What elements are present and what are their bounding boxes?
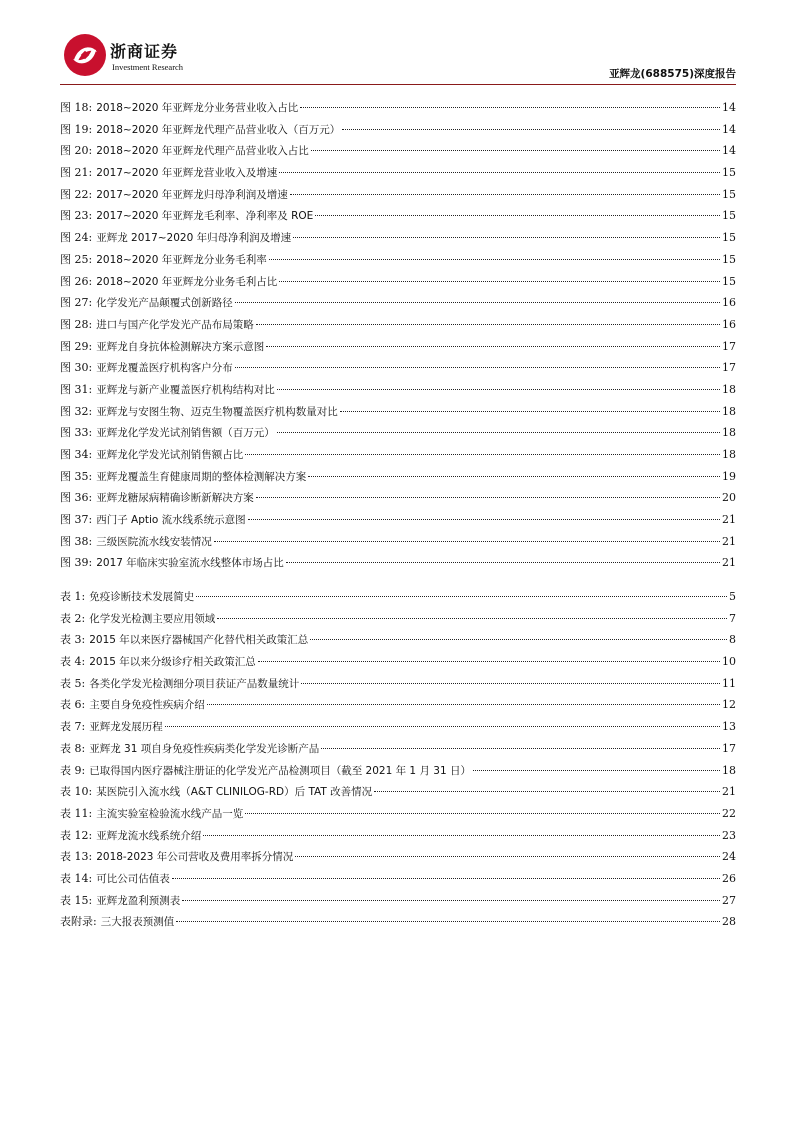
entry-title: 化学发光产品颠覆式创新路径 — [96, 297, 233, 310]
dot-leader — [301, 683, 720, 684]
entry-title: 已取得国内医疗器械注册证的化学发光产品检测项目（截至 2021 年 1 月 31 日） — [89, 764, 471, 777]
entry-label: 表 13: — [60, 850, 93, 864]
figure-entry[interactable] — [60, 552, 736, 574]
entry-title: 2015 年以来分级诊疗相关政策汇总 — [89, 656, 256, 669]
entry-label: 表 3: — [60, 633, 86, 647]
entry-label: 表 9: — [60, 763, 86, 777]
header-divider — [60, 84, 736, 85]
dot-leader — [295, 856, 720, 857]
dot-leader — [214, 541, 720, 542]
entry-title: 亚辉龙自身抗体检测解决方案示意图 — [96, 340, 265, 353]
entry-title: 亚辉龙与安图生物、迈克生物覆盖医疗机构数量对比 — [96, 405, 338, 418]
dot-leader — [342, 129, 720, 130]
table-entry[interactable] — [60, 716, 736, 738]
entry-label: 图 36: — [60, 491, 93, 505]
entry-title: 亚辉龙 31 项自身免疫性疾病类化学发光诊断产品 — [89, 742, 320, 755]
entry-label: 图 30: — [60, 361, 93, 375]
figure-entry[interactable] — [60, 271, 736, 293]
figure-entry[interactable] — [60, 119, 736, 141]
dot-leader — [277, 389, 720, 390]
table-entry[interactable] — [60, 890, 736, 912]
entry-page-number: 15 — [722, 209, 736, 223]
dot-leader — [374, 791, 720, 792]
dot-leader — [172, 878, 720, 879]
entry-label: 表 14: — [60, 871, 93, 885]
entry-title: 进口与国产化学发光产品布局策略 — [96, 318, 254, 331]
entry-page-number: 27 — [722, 893, 736, 907]
entry-label: 表 12: — [60, 828, 93, 842]
dot-leader — [279, 281, 720, 282]
entry-title: 三大报表预测值 — [100, 916, 175, 929]
figure-entry[interactable] — [60, 509, 736, 531]
dot-leader — [258, 661, 720, 662]
entry-label: 图 26: — [60, 274, 93, 288]
dot-leader — [207, 704, 720, 705]
table-entry[interactable] — [60, 825, 736, 847]
entry-label: 图 19: — [60, 122, 93, 136]
entry-title: 三级医院流水线安装情况 — [96, 535, 212, 548]
entry-title: 2018~2020 年亚辉龙分业务毛利占比 — [96, 275, 278, 288]
entry-page-number: 20 — [722, 491, 736, 505]
entry-label: 表 8: — [60, 741, 86, 755]
dot-leader — [269, 259, 720, 260]
entry-page-number: 8 — [729, 633, 736, 647]
entry-page-number: 18 — [722, 448, 736, 461]
entry-label: 表 7: — [60, 720, 86, 734]
figure-entry[interactable] — [60, 162, 736, 184]
dot-leader — [256, 324, 720, 325]
entry-page-number: 17 — [722, 361, 736, 375]
entry-page-number: 24 — [722, 850, 736, 864]
entry-page-number: 15 — [722, 252, 736, 266]
entry-label: 图 39: — [60, 556, 93, 570]
dot-leader — [182, 900, 720, 901]
entry-page-number: 21 — [722, 513, 736, 527]
figure-entry[interactable] — [60, 531, 736, 553]
table-entry[interactable] — [60, 608, 736, 630]
entry-title: 各类化学发光检测细分项目获证产品数量统计 — [89, 677, 300, 690]
dot-leader — [286, 562, 720, 563]
dot-leader — [279, 172, 720, 173]
entry-label: 表 5: — [60, 676, 86, 690]
dot-leader — [266, 346, 720, 347]
dot-leader — [248, 519, 720, 520]
entry-title: 亚辉龙覆盖医疗机构客户分布 — [96, 362, 233, 375]
table-index — [60, 586, 736, 933]
dot-leader — [235, 367, 720, 368]
entry-page-number: 5 — [729, 590, 736, 603]
entry-title: 2017 年临床实验室流水线整体市场占比 — [96, 557, 284, 570]
table-entry[interactable] — [60, 760, 736, 782]
entry-label: 图 20: — [60, 144, 93, 158]
entry-label: 表 6: — [60, 698, 86, 712]
entry-page-number: 26 — [722, 871, 736, 885]
entry-page-number: 22 — [722, 806, 736, 820]
entry-page-number: 16 — [722, 296, 736, 310]
entry-label: 图 38: — [60, 534, 93, 548]
dot-leader — [277, 432, 720, 433]
entry-page-number: 17 — [722, 339, 736, 353]
entry-title: 2018~2020 年亚辉龙分业务毛利率 — [96, 253, 267, 266]
entry-page-number: 15 — [722, 166, 736, 180]
table-entry[interactable] — [60, 694, 736, 716]
dot-leader — [300, 107, 720, 108]
entry-title: 主要自身免疫性疾病介绍 — [89, 699, 205, 712]
entry-label: 图 25: — [60, 252, 93, 266]
report-title: 亚辉龙(688575)深度报告 — [609, 68, 736, 80]
entry-label: 图 37: — [60, 513, 93, 527]
table-entry[interactable] — [60, 673, 736, 695]
entry-title: 2018~2020 年亚辉龙代理产品营业收入（百万元） — [96, 123, 341, 136]
figure-entry[interactable] — [60, 466, 736, 488]
dot-leader — [245, 813, 720, 814]
figure-entry[interactable] — [60, 487, 736, 509]
figure-entry[interactable] — [60, 140, 736, 162]
dot-leader — [321, 748, 720, 749]
entry-label: 图 33: — [60, 426, 93, 440]
dot-leader — [308, 476, 720, 477]
entry-label: 图 31: — [60, 382, 93, 396]
entry-page-number: 15 — [722, 274, 736, 288]
entry-label: 图 35: — [60, 469, 93, 483]
dot-leader — [290, 194, 720, 195]
entry-title: 2018~2020 年亚辉龙分业务营业收入占比 — [96, 102, 299, 114]
dot-leader — [315, 215, 720, 216]
entry-page-number: 10 — [722, 655, 736, 669]
entry-title: 2017~2020 年亚辉龙营业收入及增速 — [96, 167, 278, 180]
entry-title: 2017~2020 年亚辉龙毛利率、净利率及 ROE — [96, 210, 314, 223]
figure-entry[interactable] — [60, 422, 736, 444]
entry-page-number: 11 — [722, 676, 736, 690]
entry-page-number: 18 — [722, 382, 736, 396]
entry-label: 表附录: — [60, 915, 97, 929]
entry-title: 2018-2023 年公司营收及费用率拆分情况 — [96, 851, 294, 864]
entry-page-number: 21 — [722, 556, 736, 570]
dot-leader — [235, 302, 720, 303]
table-entry[interactable] — [60, 738, 736, 760]
entry-page-number: 14 — [722, 144, 736, 158]
entry-page-number: 16 — [722, 317, 736, 331]
entry-title: 2017~2020 年亚辉龙归母净利润及增速 — [96, 188, 288, 201]
entry-title: 可比公司估值表 — [96, 872, 170, 885]
dot-leader — [473, 770, 720, 771]
entry-label: 图 18: — [60, 101, 93, 114]
figure-entry[interactable] — [60, 227, 736, 249]
entry-title: 免疫诊断技术发展简史 — [89, 591, 195, 603]
entry-title: 亚辉龙与新产业覆盖医疗机构结构对比 — [96, 383, 275, 396]
table-entry[interactable] — [60, 586, 736, 608]
figure-entry[interactable] — [60, 292, 736, 314]
company-name-cn: 浙商证券 — [110, 42, 179, 61]
zheshang-logo-icon — [60, 30, 110, 80]
entry-title: 亚辉龙覆盖生育健康周期的整体检测解决方案 — [96, 470, 307, 483]
entry-title: 亚辉龙盈利预测表 — [96, 894, 181, 907]
dot-leader — [256, 497, 720, 498]
dot-leader — [310, 639, 727, 640]
entry-label: 表 10: — [60, 785, 93, 799]
entry-title: 亚辉龙化学发光试剂销售额占比 — [96, 449, 244, 461]
company-name-en: Investment Research — [112, 62, 184, 72]
entry-label: 图 27: — [60, 296, 93, 310]
entry-page-number: 17 — [722, 741, 736, 755]
figure-entry[interactable] — [60, 401, 736, 423]
figure-entry[interactable] — [60, 379, 736, 401]
entry-label: 图 22: — [60, 187, 93, 201]
entry-title: 西门子 Aptio 流水线系统示意图 — [96, 514, 246, 527]
dot-leader — [165, 726, 720, 727]
entry-page-number: 13 — [722, 720, 736, 734]
entry-label: 图 21: — [60, 166, 93, 180]
entry-label: 图 29: — [60, 339, 93, 353]
figure-entry[interactable] — [60, 97, 736, 119]
dot-leader — [311, 150, 720, 151]
entry-title: 化学发光检测主要应用领域 — [89, 612, 216, 625]
dot-leader — [196, 596, 727, 597]
figure-entry[interactable] — [60, 249, 736, 271]
entry-page-number: 7 — [729, 611, 736, 625]
entry-label: 表 15: — [60, 893, 93, 907]
entry-title: 2018~2020 年亚辉龙代理产品营业收入占比 — [96, 145, 309, 158]
entry-title: 某医院引入流水线（A&T CLINILOG-RD）后 TAT 改善情况 — [96, 786, 373, 799]
entry-title: 主流实验室检验流水线产品一览 — [96, 807, 244, 820]
entry-page-number: 18 — [722, 763, 736, 777]
figure-entry[interactable] — [60, 314, 736, 336]
entry-label: 表 1: — [60, 590, 86, 603]
entry-page-number: 23 — [722, 828, 736, 842]
entry-label: 表 2: — [60, 611, 86, 625]
page-header — [60, 30, 736, 82]
entry-label: 图 23: — [60, 209, 93, 223]
entry-title: 亚辉龙化学发光试剂销售额（百万元） — [96, 427, 275, 440]
entry-page-number: 19 — [722, 469, 736, 483]
dot-leader — [203, 835, 720, 836]
entry-label: 表 4: — [60, 655, 86, 669]
dot-leader — [217, 618, 727, 619]
figure-entry[interactable] — [60, 184, 736, 206]
dot-leader — [245, 454, 720, 455]
entry-page-number: 15 — [722, 231, 736, 245]
table-entry[interactable] — [60, 651, 736, 673]
entry-page-number: 14 — [722, 101, 736, 114]
table-entry[interactable] — [60, 868, 736, 890]
table-entry[interactable] — [60, 803, 736, 825]
dot-leader — [340, 411, 720, 412]
entry-page-number: 14 — [722, 122, 736, 136]
table-entry[interactable] — [60, 846, 736, 868]
entry-title: 亚辉龙流水线系统介绍 — [96, 829, 202, 842]
table-entry[interactable] — [60, 629, 736, 651]
entry-page-number: 21 — [722, 785, 736, 799]
entry-page-number: 28 — [722, 915, 736, 929]
entry-page-number: 18 — [722, 426, 736, 440]
entry-label: 表 11: — [60, 806, 93, 820]
entry-title: 亚辉龙糖尿病精确诊断新解决方案 — [96, 492, 254, 505]
dot-leader — [293, 237, 720, 238]
entry-page-number: 12 — [722, 698, 736, 712]
entry-page-number: 15 — [722, 187, 736, 201]
entry-title: 亚辉龙发展历程 — [89, 721, 163, 734]
figure-entry[interactable] — [60, 205, 736, 227]
entry-title: 2015 年以来医疗器械国产化替代相关政策汇总 — [89, 634, 309, 647]
entry-page-number: 18 — [722, 404, 736, 418]
table-entry[interactable] — [60, 781, 736, 803]
figure-entry[interactable] — [60, 336, 736, 358]
entry-label: 图 34: — [60, 448, 93, 461]
entry-label: 图 28: — [60, 317, 93, 331]
dot-leader — [176, 921, 720, 922]
entry-label: 图 24: — [60, 231, 93, 245]
entry-label: 图 32: — [60, 404, 93, 418]
entry-title: 亚辉龙 2017~2020 年归母净利润及增速 — [96, 232, 292, 245]
figure-entry[interactable] — [60, 444, 736, 466]
figure-entry[interactable] — [60, 357, 736, 379]
figure-index — [60, 97, 736, 574]
entry-page-number: 21 — [722, 534, 736, 548]
table-entry[interactable] — [60, 911, 736, 933]
